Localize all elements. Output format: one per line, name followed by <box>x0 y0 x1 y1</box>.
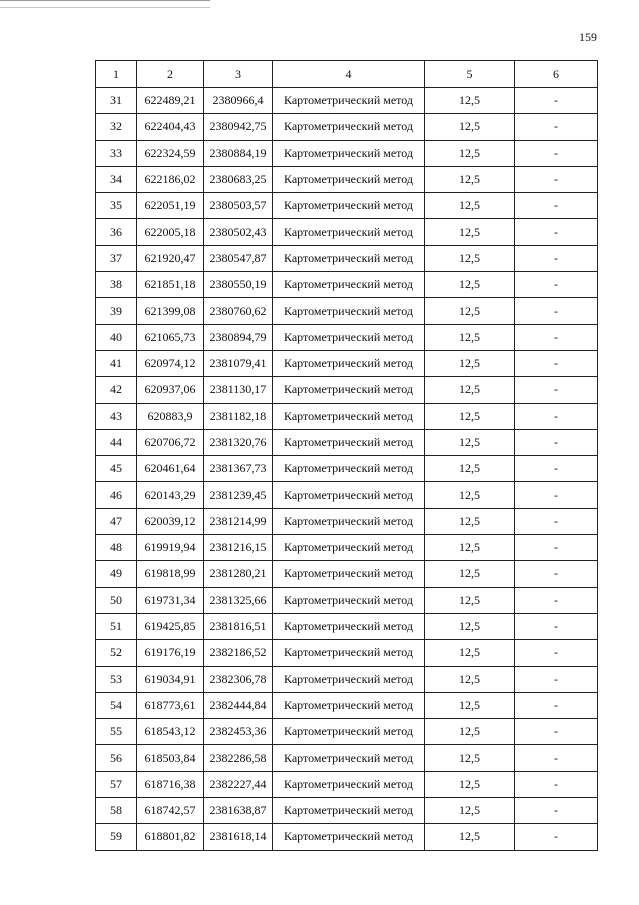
table-row <box>96 350 598 376</box>
y-coordinate-cell: 2380966,4 <box>204 88 273 114</box>
point-number-cell: 35 <box>96 193 137 219</box>
coordinates-table <box>95 60 598 851</box>
header-row <box>96 61 598 88</box>
x-coordinate-cell: 622489,21 <box>137 88 204 114</box>
note-cell: - <box>515 640 598 666</box>
method-cell: Картометрический метод <box>273 719 425 745</box>
x-coordinate-cell: 619818,99 <box>137 561 204 587</box>
table-header <box>96 61 598 88</box>
accuracy-cell: 12,5 <box>425 535 515 561</box>
accuracy-cell: 12,5 <box>425 745 515 771</box>
table-row <box>96 114 598 140</box>
method-cell: Картометрический метод <box>273 377 425 403</box>
accuracy-cell: 12,5 <box>425 456 515 482</box>
note-cell: - <box>515 745 598 771</box>
table-row <box>96 377 598 403</box>
point-number-cell: 46 <box>96 482 137 508</box>
note-cell: - <box>515 482 598 508</box>
note-cell: - <box>515 272 598 298</box>
method-cell: Картометрический метод <box>273 666 425 692</box>
y-coordinate-cell: 2381816,51 <box>204 613 273 639</box>
y-coordinate-cell: 2381079,41 <box>204 350 273 376</box>
x-coordinate-cell: 620883,9 <box>137 403 204 429</box>
accuracy-cell: 12,5 <box>425 403 515 429</box>
method-cell: Картометрический метод <box>273 482 425 508</box>
y-coordinate-cell: 2381214,99 <box>204 508 273 534</box>
method-cell: Картометрический метод <box>273 613 425 639</box>
x-coordinate-cell: 622005,18 <box>137 219 204 245</box>
point-number-cell: 31 <box>96 88 137 114</box>
table-row <box>96 482 598 508</box>
method-cell: Картометрический метод <box>273 798 425 824</box>
method-cell: Картометрический метод <box>273 324 425 350</box>
point-number-cell: 33 <box>96 140 137 166</box>
note-cell: - <box>515 298 598 324</box>
note-cell: - <box>515 798 598 824</box>
y-coordinate-cell: 2381367,73 <box>204 456 273 482</box>
x-coordinate-cell: 622186,02 <box>137 166 204 192</box>
point-number-cell: 40 <box>96 324 137 350</box>
table-row <box>96 719 598 745</box>
note-cell: - <box>515 719 598 745</box>
method-cell: Картометрический метод <box>273 640 425 666</box>
method-cell: Картометрический метод <box>273 561 425 587</box>
x-coordinate-cell: 620461,64 <box>137 456 204 482</box>
table-row <box>96 298 598 324</box>
method-cell: Картометрический метод <box>273 456 425 482</box>
note-cell: - <box>515 193 598 219</box>
method-cell: Картометрический метод <box>273 771 425 797</box>
table-row <box>96 771 598 797</box>
accuracy-cell: 12,5 <box>425 771 515 797</box>
scan-edge-line <box>0 0 210 8</box>
point-number-cell: 51 <box>96 613 137 639</box>
x-coordinate-cell: 620143,29 <box>137 482 204 508</box>
column-header: 1 <box>96 61 137 88</box>
note-cell: - <box>515 88 598 114</box>
accuracy-cell: 12,5 <box>425 482 515 508</box>
note-cell: - <box>515 771 598 797</box>
point-number-cell: 34 <box>96 166 137 192</box>
table-row <box>96 324 598 350</box>
x-coordinate-cell: 619425,85 <box>137 613 204 639</box>
accuracy-cell: 12,5 <box>425 219 515 245</box>
method-cell: Картометрический метод <box>273 535 425 561</box>
point-number-cell: 54 <box>96 692 137 718</box>
table-row <box>96 219 598 245</box>
point-number-cell: 55 <box>96 719 137 745</box>
x-coordinate-cell: 619034,91 <box>137 666 204 692</box>
table-row <box>96 692 598 718</box>
method-cell: Картометрический метод <box>273 298 425 324</box>
accuracy-cell: 12,5 <box>425 324 515 350</box>
note-cell: - <box>515 666 598 692</box>
table-row <box>96 798 598 824</box>
accuracy-cell: 12,5 <box>425 587 515 613</box>
x-coordinate-cell: 618716,38 <box>137 771 204 797</box>
note-cell: - <box>515 166 598 192</box>
accuracy-cell: 12,5 <box>425 640 515 666</box>
y-coordinate-cell: 2380502,43 <box>204 219 273 245</box>
method-cell: Картометрический метод <box>273 272 425 298</box>
x-coordinate-cell: 622051,19 <box>137 193 204 219</box>
y-coordinate-cell: 2382453,36 <box>204 719 273 745</box>
table-row <box>96 745 598 771</box>
accuracy-cell: 12,5 <box>425 824 515 850</box>
accuracy-cell: 12,5 <box>425 429 515 455</box>
accuracy-cell: 12,5 <box>425 193 515 219</box>
x-coordinate-cell: 620937,06 <box>137 377 204 403</box>
column-header: 4 <box>273 61 425 88</box>
x-coordinate-cell: 619919,94 <box>137 535 204 561</box>
y-coordinate-cell: 2382286,58 <box>204 745 273 771</box>
note-cell: - <box>515 350 598 376</box>
x-coordinate-cell: 622404,43 <box>137 114 204 140</box>
point-number-cell: 32 <box>96 114 137 140</box>
method-cell: Картометрический метод <box>273 692 425 718</box>
point-number-cell: 57 <box>96 771 137 797</box>
table-row <box>96 824 598 850</box>
x-coordinate-cell: 621065,73 <box>137 324 204 350</box>
point-number-cell: 48 <box>96 535 137 561</box>
page-number: 159 <box>579 30 597 44</box>
x-coordinate-cell: 618801,82 <box>137 824 204 850</box>
note-cell: - <box>515 561 598 587</box>
point-number-cell: 42 <box>96 377 137 403</box>
accuracy-cell: 12,5 <box>425 798 515 824</box>
y-coordinate-cell: 2382306,78 <box>204 666 273 692</box>
y-coordinate-cell: 2381216,15 <box>204 535 273 561</box>
point-number-cell: 43 <box>96 403 137 429</box>
note-cell: - <box>515 219 598 245</box>
y-coordinate-cell: 2382186,52 <box>204 640 273 666</box>
method-cell: Картометрический метод <box>273 140 425 166</box>
y-coordinate-cell: 2380884,19 <box>204 140 273 166</box>
note-cell: - <box>515 245 598 271</box>
x-coordinate-cell: 618503,84 <box>137 745 204 771</box>
method-cell: Картометрический метод <box>273 508 425 534</box>
x-coordinate-cell: 621851,18 <box>137 272 204 298</box>
point-number-cell: 44 <box>96 429 137 455</box>
method-cell: Картометрический метод <box>273 245 425 271</box>
method-cell: Картометрический метод <box>273 587 425 613</box>
method-cell: Картометрический метод <box>273 88 425 114</box>
point-number-cell: 39 <box>96 298 137 324</box>
accuracy-cell: 12,5 <box>425 140 515 166</box>
accuracy-cell: 12,5 <box>425 114 515 140</box>
table-row <box>96 561 598 587</box>
y-coordinate-cell: 2380760,62 <box>204 298 273 324</box>
table-row <box>96 88 598 114</box>
method-cell: Картометрический метод <box>273 114 425 140</box>
y-coordinate-cell: 2381638,87 <box>204 798 273 824</box>
x-coordinate-cell: 620039,12 <box>137 508 204 534</box>
point-number-cell: 36 <box>96 219 137 245</box>
table-row <box>96 508 598 534</box>
method-cell: Картометрический метод <box>273 824 425 850</box>
point-number-cell: 59 <box>96 824 137 850</box>
y-coordinate-cell: 2381130,17 <box>204 377 273 403</box>
point-number-cell: 49 <box>96 561 137 587</box>
point-number-cell: 58 <box>96 798 137 824</box>
y-coordinate-cell: 2381320,76 <box>204 429 273 455</box>
table-row <box>96 140 598 166</box>
point-number-cell: 56 <box>96 745 137 771</box>
y-coordinate-cell: 2381182,18 <box>204 403 273 429</box>
table-row <box>96 535 598 561</box>
point-number-cell: 37 <box>96 245 137 271</box>
x-coordinate-cell: 621399,08 <box>137 298 204 324</box>
y-coordinate-cell: 2382227,44 <box>204 771 273 797</box>
y-coordinate-cell: 2381239,45 <box>204 482 273 508</box>
method-cell: Картометрический метод <box>273 429 425 455</box>
y-coordinate-cell: 2380550,19 <box>204 272 273 298</box>
point-number-cell: 41 <box>96 350 137 376</box>
point-number-cell: 45 <box>96 456 137 482</box>
method-cell: Картометрический метод <box>273 219 425 245</box>
note-cell: - <box>515 508 598 534</box>
table-row <box>96 245 598 271</box>
y-coordinate-cell: 2380547,87 <box>204 245 273 271</box>
accuracy-cell: 12,5 <box>425 561 515 587</box>
x-coordinate-cell: 620706,72 <box>137 429 204 455</box>
x-coordinate-cell: 621920,47 <box>137 245 204 271</box>
note-cell: - <box>515 535 598 561</box>
y-coordinate-cell: 2382444,84 <box>204 692 273 718</box>
x-coordinate-cell: 622324,59 <box>137 140 204 166</box>
table-row <box>96 166 598 192</box>
note-cell: - <box>515 403 598 429</box>
accuracy-cell: 12,5 <box>425 272 515 298</box>
table-row <box>96 666 598 692</box>
note-cell: - <box>515 456 598 482</box>
y-coordinate-cell: 2381280,21 <box>204 561 273 587</box>
column-header: 3 <box>204 61 273 88</box>
table-row <box>96 429 598 455</box>
accuracy-cell: 12,5 <box>425 508 515 534</box>
column-header: 2 <box>137 61 204 88</box>
method-cell: Картометрический метод <box>273 745 425 771</box>
x-coordinate-cell: 620974,12 <box>137 350 204 376</box>
y-coordinate-cell: 2380894,79 <box>204 324 273 350</box>
note-cell: - <box>515 140 598 166</box>
y-coordinate-cell: 2380942,75 <box>204 114 273 140</box>
accuracy-cell: 12,5 <box>425 245 515 271</box>
y-coordinate-cell: 2380503,57 <box>204 193 273 219</box>
table-row <box>96 456 598 482</box>
x-coordinate-cell: 618773,61 <box>137 692 204 718</box>
table-row <box>96 613 598 639</box>
note-cell: - <box>515 824 598 850</box>
note-cell: - <box>515 613 598 639</box>
column-header: 6 <box>515 61 598 88</box>
note-cell: - <box>515 587 598 613</box>
y-coordinate-cell: 2381325,66 <box>204 587 273 613</box>
note-cell: - <box>515 692 598 718</box>
accuracy-cell: 12,5 <box>425 166 515 192</box>
x-coordinate-cell: 618742,57 <box>137 798 204 824</box>
method-cell: Картометрический метод <box>273 350 425 376</box>
method-cell: Картометрический метод <box>273 403 425 429</box>
y-coordinate-cell: 2381618,14 <box>204 824 273 850</box>
accuracy-cell: 12,5 <box>425 719 515 745</box>
column-header: 5 <box>425 61 515 88</box>
table-row <box>96 272 598 298</box>
table-row <box>96 403 598 429</box>
accuracy-cell: 12,5 <box>425 377 515 403</box>
x-coordinate-cell: 619176,19 <box>137 640 204 666</box>
y-coordinate-cell: 2380683,25 <box>204 166 273 192</box>
note-cell: - <box>515 429 598 455</box>
table-row <box>96 640 598 666</box>
accuracy-cell: 12,5 <box>425 88 515 114</box>
point-number-cell: 50 <box>96 587 137 613</box>
point-number-cell: 52 <box>96 640 137 666</box>
method-cell: Картометрический метод <box>273 166 425 192</box>
accuracy-cell: 12,5 <box>425 350 515 376</box>
table-body <box>96 88 598 851</box>
point-number-cell: 53 <box>96 666 137 692</box>
table-row <box>96 587 598 613</box>
note-cell: - <box>515 114 598 140</box>
accuracy-cell: 12,5 <box>425 298 515 324</box>
method-cell: Картометрический метод <box>273 193 425 219</box>
x-coordinate-cell: 618543,12 <box>137 719 204 745</box>
accuracy-cell: 12,5 <box>425 692 515 718</box>
x-coordinate-cell: 619731,34 <box>137 587 204 613</box>
accuracy-cell: 12,5 <box>425 666 515 692</box>
point-number-cell: 47 <box>96 508 137 534</box>
note-cell: - <box>515 377 598 403</box>
table-row <box>96 193 598 219</box>
point-number-cell: 38 <box>96 272 137 298</box>
note-cell: - <box>515 324 598 350</box>
accuracy-cell: 12,5 <box>425 613 515 639</box>
